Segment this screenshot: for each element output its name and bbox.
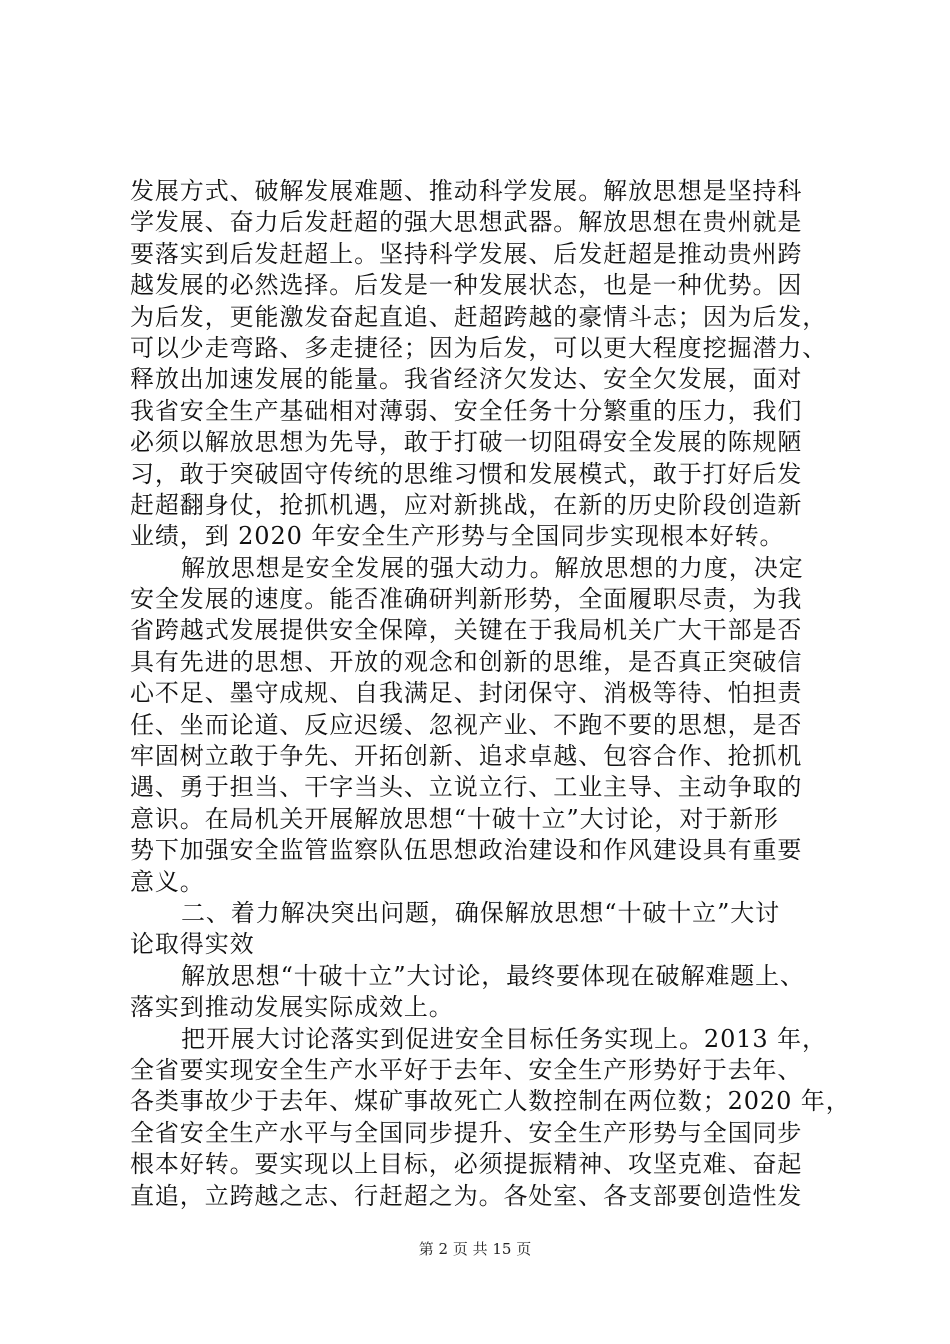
text-line: 心不足、墨守成规、自我满足、封闭保守、消极等待、怕担责 (130, 679, 803, 708)
text-line: 必须以解放思想为先导，敢于打破一切阻碍安全发展的陈规陋 (130, 428, 803, 457)
text-line: 各类事故少于去年、煤矿事故死亡人数控制在两位数；2020 年， (130, 1087, 851, 1116)
paragraph-first-line: 二、着力解决突出问题，确保解放思想“十破十立”大讨 (181, 898, 781, 927)
text-line: 可以少走弯路、多走捷径；因为后发，可以更大程度挖掘潜力、 (130, 333, 828, 362)
text-line: 遇、勇于担当、干字当头、立说立行、工业主导、主动争取的 (130, 773, 803, 802)
text-line: 业绩，到 2020 年安全生产形势与全国同步实现根本好转。 (130, 522, 785, 551)
text-line: 具有先进的思想、开放的观念和创新的思维，是否真正突破信 (130, 647, 803, 676)
page-number-footer: 第 2 页 共 15 页 (418, 1240, 532, 1258)
paragraph-first-line: 解放思想是安全发展的强大动力。解放思想的力度，决定 (181, 553, 804, 582)
text-line: 论取得实效 (130, 930, 255, 959)
text-line: 习，敢于突破固守传统的思维习惯和发展模式，敢于打好后发 (130, 459, 803, 488)
text-line: 全省要实现安全生产水平好于去年、安全生产形势好于去年、 (130, 1055, 803, 1084)
paragraph-first-line: 把开展大讨论落实到促进安全目标任务实现上。2013 年， (181, 1024, 827, 1053)
text-line: 牢固树立敢于争先、开拓创新、追求卓越、包容合作、抢抓机 (130, 742, 803, 771)
text-line: 越发展的必然选择。后发是一种发展状态，也是一种优势。因 (130, 271, 803, 300)
text-line: 意识。在局机关开展解放思想“十破十立”大讨论，对于新形 (130, 804, 779, 833)
text-line: 要落实到后发赶超上。坚持科学发展、后发赶超是推动贵州跨 (130, 239, 803, 268)
paragraph-first-line: 解放思想“十破十立”大讨论，最终要体现在破解难题上、 (181, 961, 805, 990)
text-line: 安全发展的速度。能否准确研判新形势，全面履职尽责，为我 (130, 585, 803, 614)
text-line: 释放出加速发展的能量。我省经济欠发达、安全欠发展，面对 (130, 365, 803, 394)
text-line: 赶超翻身仗，抢抓机遇，应对新挑战，在新的历史阶段创造新 (130, 490, 803, 519)
text-line: 意义。 (130, 867, 205, 896)
text-line: 学发展、奋力后发赶超的强大思想武器。解放思想在贵州就是 (130, 208, 803, 237)
text-line: 落实到推动发展实际成效上。 (130, 993, 454, 1022)
text-line: 势下加强安全监管监察队伍思想政治建设和作风建设具有重要 (130, 836, 803, 865)
text-line: 根本好转。要实现以上目标，必须提振精神、攻坚克难、奋起 (130, 1150, 803, 1179)
text-line: 为后发，更能激发奋起直追、赶超跨越的豪情斗志；因为后发， (130, 302, 828, 331)
document-body (130, 176, 851, 1212)
text-line: 我省安全生产基础相对薄弱、安全任务十分繁重的压力，我们 (130, 396, 803, 425)
text-line: 全省安全生产水平与全国同步提升、安全生产形势与全国同步 (130, 1118, 803, 1147)
text-line: 直追，立跨越之志、行赶超之为。各处室、各支部要创造性发 (130, 1181, 803, 1210)
text-line: 发展方式、破解发展难题、推动科学发展。解放思想是坚持科 (130, 177, 803, 205)
text-line: 省跨越式发展提供安全保障，关键在于我局机关广大干部是否 (130, 616, 803, 645)
text-line: 任、坐而论道、反应迟缓、忽视产业、不跑不要的思想，是否 (130, 710, 803, 739)
